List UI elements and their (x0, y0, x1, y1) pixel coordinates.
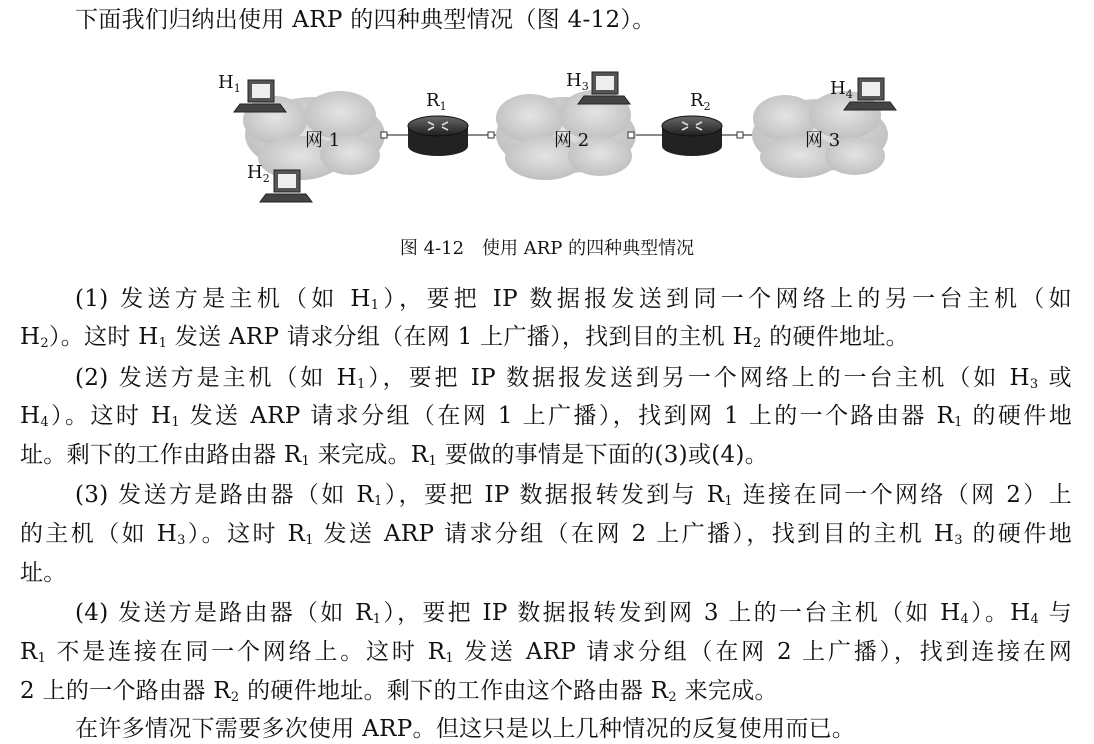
p2-line-1: (2) 发送方是主机（如 $H_1$），要把 IP 数据报发送到另一个网络上的一台主机（如 $H_3$ 或 (75, 365, 1072, 392)
router-r2-icon (662, 116, 722, 156)
p3-line-2: 的主机（如 $H_3$）。这时 $R_1$ 发送 ARP 请求分组（在网 2 上广播），找到目的主机 $H_3$ 的硬件地 (20, 521, 1073, 548)
p2-line-3: 址。剩下的工作由路由器 $R_1$ 来完成。$R_1$ 要做的事情是下面的(3)或(4)。 (20, 442, 768, 469)
router-label-r1: $R_1$ (426, 90, 447, 113)
router-label-r2: $R_2$ (690, 90, 711, 113)
p3-line-3: 址。 (20, 560, 67, 586)
host-label-h2: $H_2$ (247, 162, 270, 185)
host-label-h3: $H_3$ (566, 70, 589, 93)
net-label-2: 网 2 (554, 130, 590, 151)
net-label-1: 网 1 (305, 130, 341, 151)
host-h1-icon (234, 80, 286, 112)
net-label-3: 网 3 (805, 130, 841, 151)
p1-line-2: $H_2$）。这时 $H_1$ 发送 ARP 请求分组（在网 1 上广播），找到目的主机 $H_2$ 的硬件地址。 (20, 324, 909, 351)
p2-line-2: $H_4$）。这时 $H_1$ 发送 ARP 请求分组（在网 1 上广播），找到网 1 上的一个路由器 $R_1$ 的硬件地 (20, 403, 1073, 430)
host-label-h1: $H_1$ (218, 72, 241, 95)
intro-text: 下面我们归纳出使用 ARP 的四种典型情况（图 4-12）。 (75, 7, 656, 33)
p4-line-1: (4) 发送方是路由器（如 $R_1$），要把 IP 数据报转发到网 3 上的一台主机（如 $H_4$）。$H_4$ 与 (75, 600, 1072, 627)
host-label-h4: $H_4$ (830, 78, 853, 101)
arp-figure (200, 60, 920, 232)
p4-line-2: $R_1$ 不是连接在同一个网络上。这时 $R_1$ 发送 ARP 请求分组（在网 2 上广播），找到连接在网 (20, 639, 1073, 666)
p4-line-3: 2 上的一个路由器 $R_2$ 的硬件地址。剩下的工作由这个路由器 $R_2$ 来完成。 (20, 678, 778, 705)
p3-line-1: (3) 发送方是路由器（如 $R_1$），要把 IP 数据报转发到与 $R_1$ 连接在同一个网络（网 2）上 (75, 482, 1072, 509)
p1-line-1: (1) 发送方是主机（如 $H_1$），要把 IP 数据报发送到同一个网络上的另一台主机（如 (75, 286, 1072, 313)
router-r1-icon (408, 116, 468, 156)
figure-caption: 图 4-12 使用 ARP 的四种典型情况 (399, 238, 695, 259)
closing-text: 在许多情况下需要多次使用 ARP。但这只是以上几种情况的反复使用而已。 (75, 716, 856, 742)
